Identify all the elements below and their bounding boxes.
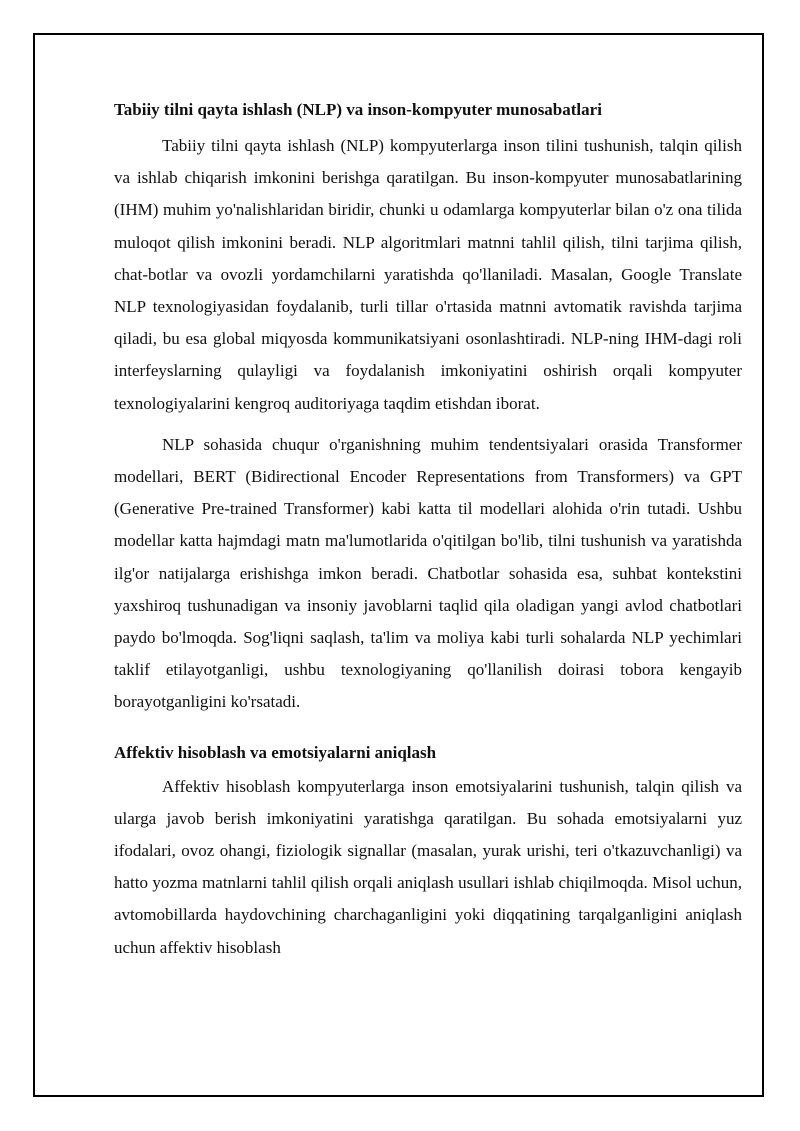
paragraph-affective-intro: Affektiv hisoblash kompyuterlarga inson emotsiyalarini tushunish, talqin qilish va ularga javob berish imkoniyatini yaratishga qaratilgan. Bu sohada emotsiyalarni yuz ifodalari, ovoz ohangi, fiziologik signallar (masalan, yurak urishi, teri o'tkazuvchanligi) va hatto yozma matnlarni tahlil qilish orqali aniqlash usullari ishlab chiqilmoqda. Misol uchun, avtomobillarda haydovchining charchaganligini yoki diqqatining tarqalganligini aniqlash uchun affektiv hisoblash [114, 776, 742, 957]
section-heading-affective: Affektiv hisoblash va emotsiyalarni aniqlash [114, 742, 437, 762]
paragraph-nlp-intro: Tabiiy tilni qayta ishlash (NLP) kompyuterlarga inson tilini tushunish, talqin qilish va ishlab chiqarish imkonini berishga qaratilgan. Bu inson-kompyuter munosabatlarining (IHM) muhim yo'nalishlaridan biridir, chunki u odamlarga kompyuterlar bilan o'z ona tilida muloqot qilish imkonini beradi. NLP algoritmlari matnni tahlil qilish, tilni tarjima qilish, chat-botlar va ovozli yordamchilarni yaratishda qo'llaniladi. Masalan, Google Translate NLP texnologiyasidan foydalanib, turli tillar o'rtasida matnni avtomatik ravishda tarjima qiladi, bu esa global miqyosda kommunikatsiyani osonlashtiradi. NLP-ning IHM-dagi roli interfeyslarning qulayligi va foydalanish imkoniyatini oshirish orqali kompyuter texnologiyalarini kengroq auditoriyaga taqdim etishdan iborat. [114, 136, 742, 413]
document-body [114, 98, 742, 964]
section-heading-nlp: Tabiiy tilni qayta ishlash (NLP) va inson-kompyuter munosabatlari [114, 100, 602, 119]
paragraph-nlp-trends: NLP sohasida chuqur o'rganishning muhim tendentsiyalari orasida Transformer modellari, BERT (Bidirectional Encoder Representations from Transformers) va GPT (Generative Pre-trained Transformer) kabi katta til modellari alohida o'rin tutadi. Ushbu modellar katta hajmdagi matn ma'lumotlarida o'qitilgan bo'lib, tilni tushunish va yaratishda ilg'or natijalarga erishishga imkon beradi. Chatbotlar sohasida esa, suhbat kontekstini yaxshiroq tushunadigan va insoniy javoblarni taqlid qila oladigan yangi avlod chatbotlari paydo bo'lmoqda. Sog'liqni saqlash, ta'lim va moliya kabi turli sohalarda NLP yechimlari taklif etilayotganligi, ushbu texnologiyaning qo'llanilish doirasi tobora kengayib borayotganligini ko'rsatadi. [114, 434, 742, 712]
